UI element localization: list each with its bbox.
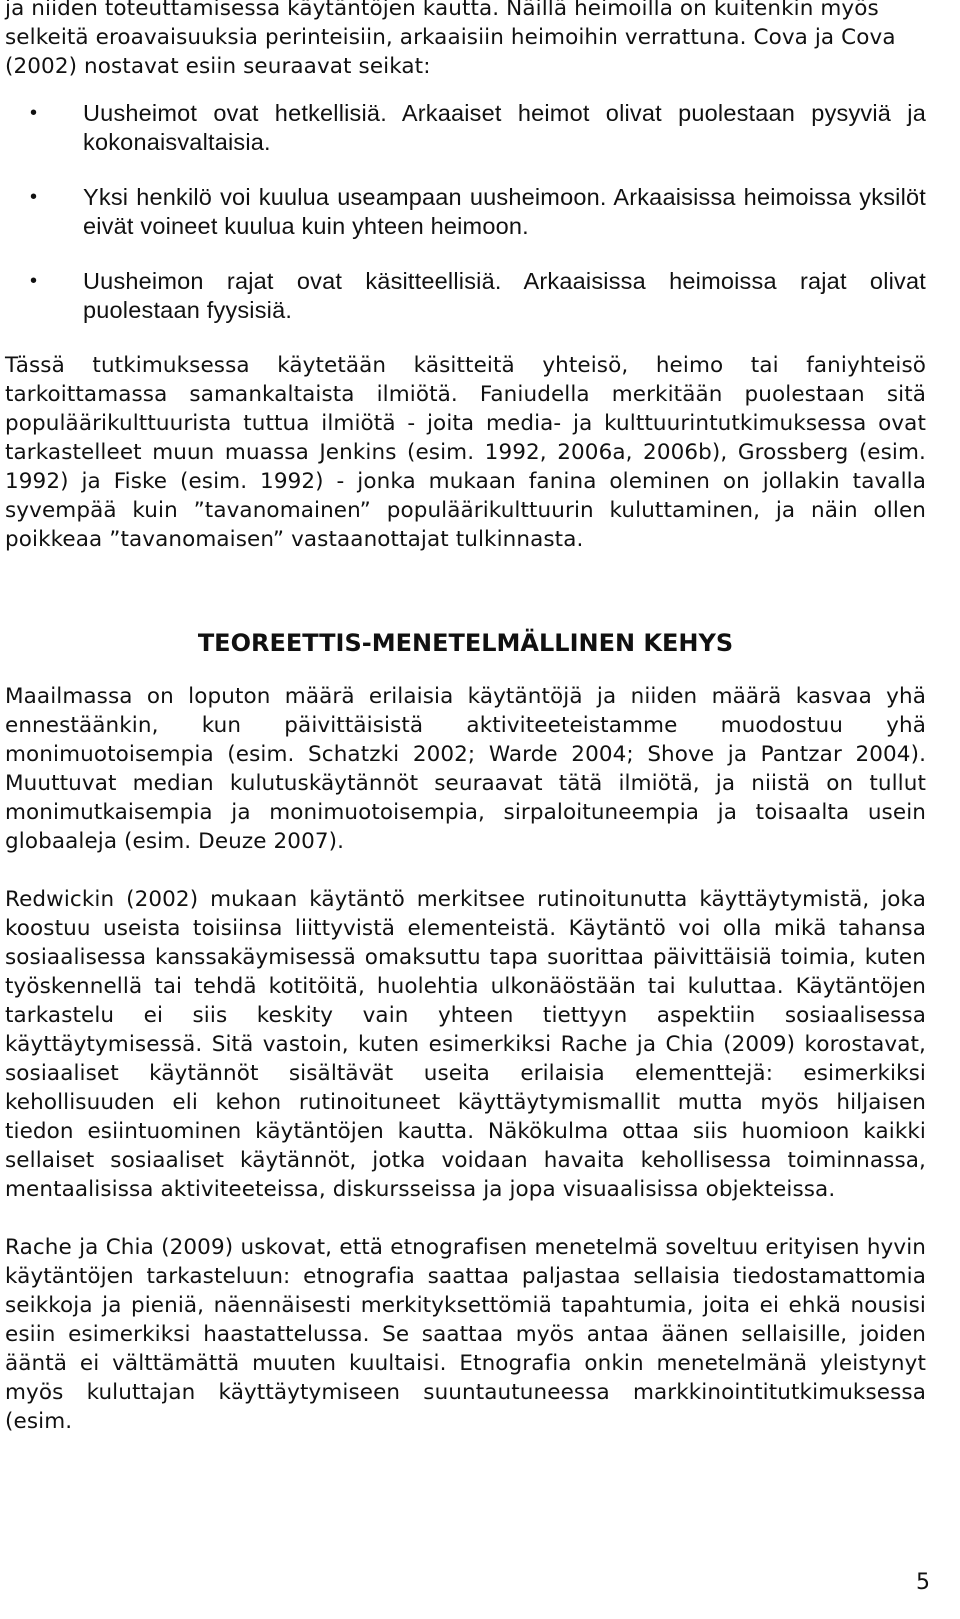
section-heading: TEOREETTIS-MENETELMÄLLINEN KEHYS <box>197 629 734 657</box>
bullet-item <box>5 267 926 325</box>
bullet-icon: • <box>30 270 38 292</box>
rache-paragraph: Rache ja Chia (2009) uskovat, että etnografisen menetelmä soveltuu erityisen hyvin käytäntöjen tarkasteluun: etnografia saattaa paljastaa sellaisia tiedostamattomia seikkoja ja pieniä, näennäisesti merkityksettömiä tapahtumia, joita ei ehkä nousisi esiin esimerkiksi haastattelussa. Se saattaa myös antaa äänen sellaisille, joiden ääntä ei välttämättä muuten kuultaisi. Etnografia onkin menetelmänä yleistynyt myös kuluttajan käyttäytymiseen suuntautuneessa markkinointitutkimuksessa (esim. <box>5 1235 926 1434</box>
bullet-text: Yksi henkilö voi kuulua useampaan uusheimoon. Arkaaisissa heimoissa yksilöt eivät voineet kuulua kuin yhteen heimoon. <box>83 184 926 239</box>
bullet-item <box>5 183 926 241</box>
bullet-text: Uusheimon rajat ovat käsitteellisiä. Arkaaisissa heimoissa rajat olivat puolestaan fyysisiä. <box>83 268 926 323</box>
definitions-paragraph: Tässä tutkimuksessa käytetään käsitteitä yhteisö, heimo tai faniyhteisö tarkoittamassa samankaltaista ilmiötä. Faniudella merkitään puolestaan sitä populäärikulttuurista tuttua ilmiötä - joita media- ja kulttuurintutkimuksessa ovat tarkastelleet muun muassa Jenkins (esim. 1992, 2006a, 2006b), Grossberg (esim. 1992) ja Fiske (esim. 1992) - jonka mukaan fanina oleminen on jollakin tavalla syvempää kuin ”tavanomainen” populäärikulttuurin kuluttaminen, ja näin ollen poikkeaa ”tavanomaisen” vastaanottajat tulkinnasta. <box>5 353 926 552</box>
bullet-list <box>5 99 926 325</box>
bullet-icon: • <box>30 186 38 208</box>
document-page <box>5 0 926 1436</box>
bullet-item <box>5 99 926 157</box>
redwick-paragraph: Redwickin (2002) mukaan käytäntö merkitsee rutinoitunutta käyttäytymistä, joka koostuu useista toisiinsa liittyvistä elementeistä. Käytäntö voi olla mikä tahansa sosiaalisessa kanssakäymisessä omaksuttu tapa suorittaa päivittäisiä toimia, kuten työskennellä tai tehdä kotitöitä, huolehtia ulkonäöstään tai kuluttaa. Käytäntöjen tarkastelu ei siis keskity vain yhteen tiettyyn aspektiin sosiaalisessa käyttäytymisessä. Sitä vastoin, kuten esimerkiksi Rache ja Chia (2009) korostavat, sosiaaliset käytännöt sisältävät useita erilaisia elementtejä: esimerkiksi kehollisuuden eli kehon rutinoituneet käyttäytymismallit mutta myös hiljaisen tiedon esiintuominen käytäntöjen kautta. Näkökulma ottaa siis huomioon kaikki sellaiset sosiaaliset käytännöt, jotka voidaan havaita kehollisessa toiminnassa, mentaalisissa aktiviteeteissa, diskursseissa ja jopa visuaalisissa objekteissa. <box>5 887 926 1202</box>
world-paragraph: Maailmassa on loputon määrä erilaisia käytäntöjä ja niiden määrä kasvaa yhä ennestäänkin, kun päivittäisistä aktiviteeteistamme muodostuu yhä monimuotoisempia (esim. Schatzki 2002; Warde 2004; Shove ja Pantzar 2004). Muuttuvat median kulutuskäytännöt seuraavat tätä ilmiötä, ja niistä on tullut monimutkaisempia ja monimuotoisempia, sirpaloituneempia ja toisaalta usein globaaleja (esim. Deuze 2007). <box>5 684 926 854</box>
bullet-icon: • <box>30 102 38 124</box>
intro-paragraph: ja niiden toteuttamisessa käytäntöjen kautta. Näillä heimoilla on kuitenkin myös selkeitä eroavaisuuksia perinteisiin, arkaaisiin heimoihin verrattuna. Cova ja Cova (2002) nostavat esiin seuraavat seikat: <box>5 0 896 79</box>
page-number: 5 <box>916 1570 930 1595</box>
bullet-text: Uusheimot ovat hetkellisiä. Arkaaiset heimot olivat puolestaan pysyviä ja kokonaisvaltaisia. <box>83 100 926 155</box>
